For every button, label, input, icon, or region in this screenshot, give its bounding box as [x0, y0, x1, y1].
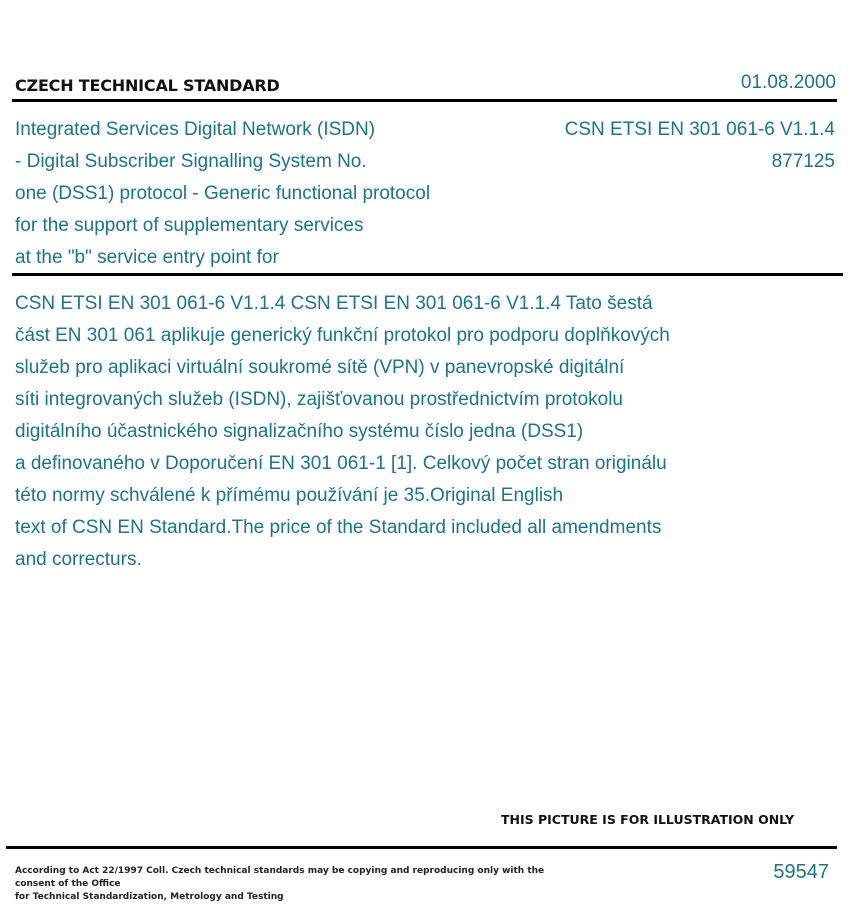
document-number: 59547: [773, 861, 829, 883]
standard-description: CSN ETSI EN 301 061-6 V1.1.4 CSN ETSI EN 301 061-6 V1.1.4 Tato šestá část EN 301 061 aplikuje generický funkční protokol pro podporu doplňkových služeb pro aplikaci virtuální soukromé sítě (VPN) v panevropské digitální síti integrovaných služeb (ISDN), zajišťovanou prostřednictvím protokolu digitálního účastnického signalizačního systému číslo jedna (DSS1) a definovaného v Doporučení EN 301 061-1 [1]. Celkový počet stran originálu této normy schválené k přímému používání je 35.Original English text of CSN EN Standard.The price of the Standard included all amendments and correcturs.: [15, 293, 670, 570]
legal-notice: According to Act 22/1997 Coll. Czech technical standards may be copying and reproducing only with the consent of the Office for Technical Standardization, Metrology and Testing: [15, 866, 545, 902]
catalog-number: 877125: [771, 151, 835, 172]
footer-divider: [6, 846, 837, 849]
publication-date: 01.08.2000: [740, 72, 836, 93]
title-divider: [12, 273, 843, 276]
standard-code-block: [565, 114, 835, 178]
illustration-notice: THIS PICTURE IS FOR ILLUSTRATION ONLY: [501, 812, 795, 827]
header-divider: [12, 99, 837, 102]
standard-title: Integrated Services Digital Network (ISDN) - Digital Subscriber Signalling System No. one (DSS1) protocol - Generic functional protocol for the support of supplementary services at the "b" service entry point for: [15, 119, 431, 268]
document-type-label: CZECH TECHNICAL STANDARD: [15, 76, 280, 95]
standard-code: CSN ETSI EN 301 061-6 V1.1.4: [564, 119, 835, 140]
